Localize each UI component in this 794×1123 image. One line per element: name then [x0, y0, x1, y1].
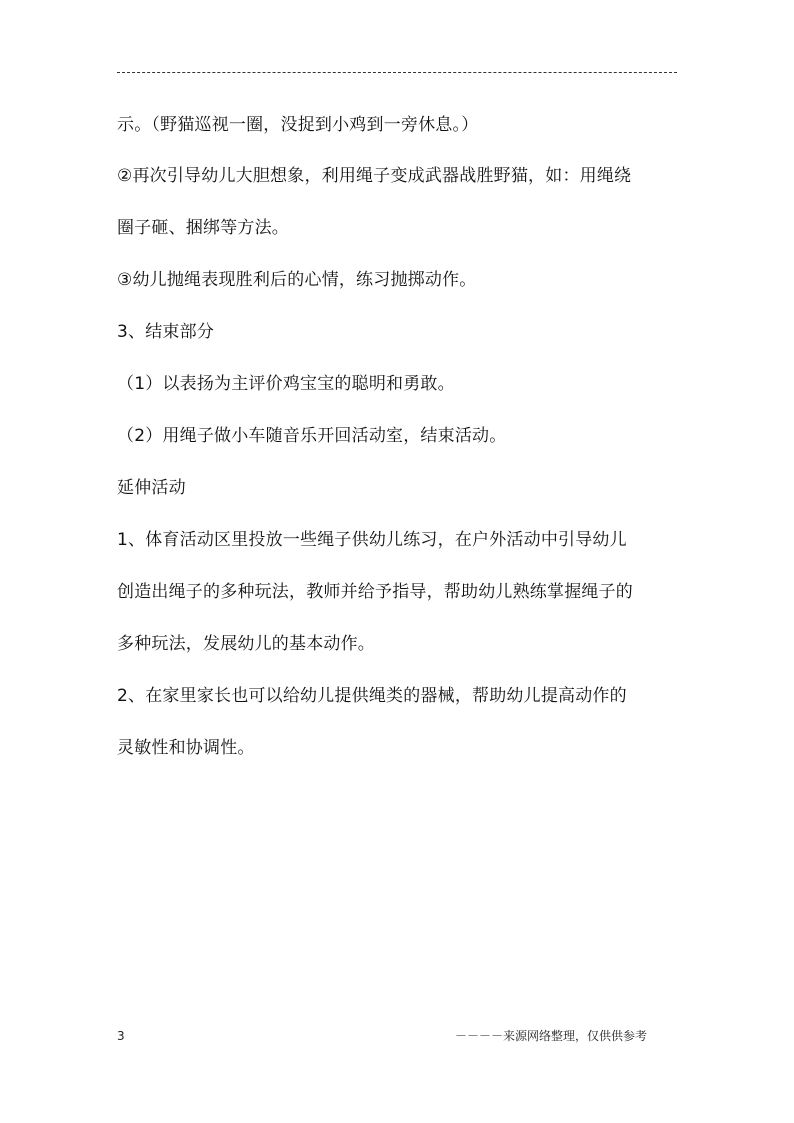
body-line: 2、在家里家长也可以给幼儿提供绳类的器械，帮助幼儿提高动作的 [117, 686, 627, 706]
body-line: 灵敏性和协调性。 [117, 738, 255, 758]
body-line: （2）用绳子做小车随音乐开回活动室，结束活动。 [117, 426, 507, 446]
body-line: 示。（野猫巡视一圈，没捉到小鸡到一旁休息。） [117, 115, 479, 135]
body-line: ③幼儿抛绳表现胜利后的心情，练习抛掷动作。 [117, 270, 477, 290]
footer-note: －－－－来源网络整理，仅供供参考 [455, 1029, 648, 1043]
body-line: （1）以表扬为主评价鸡宝宝的聪明和勇敢。 [117, 374, 455, 394]
body-line: 1、体育活动区里投放一些绳子供幼儿练习，在户外活动中引导幼儿 [117, 530, 627, 550]
page-number: 3 [117, 1029, 125, 1043]
section-heading: 3、结束部分 [117, 322, 215, 342]
body-line: 圈子砸、捆绑等方法。 [117, 218, 289, 238]
section-heading: 延伸活动 [117, 478, 186, 498]
body-line: 创造出绳子的多种玩法，教师并给予指导，帮助幼儿熟练掌握绳子的 [117, 582, 633, 602]
header-dashed-rule [117, 72, 677, 73]
body-line: ②再次引导幼儿大胆想象，利用绳子变成武器战胜野猫，如：用绳绕 [117, 166, 632, 186]
body-line: 多种玩法，发展幼儿的基本动作。 [117, 634, 375, 654]
